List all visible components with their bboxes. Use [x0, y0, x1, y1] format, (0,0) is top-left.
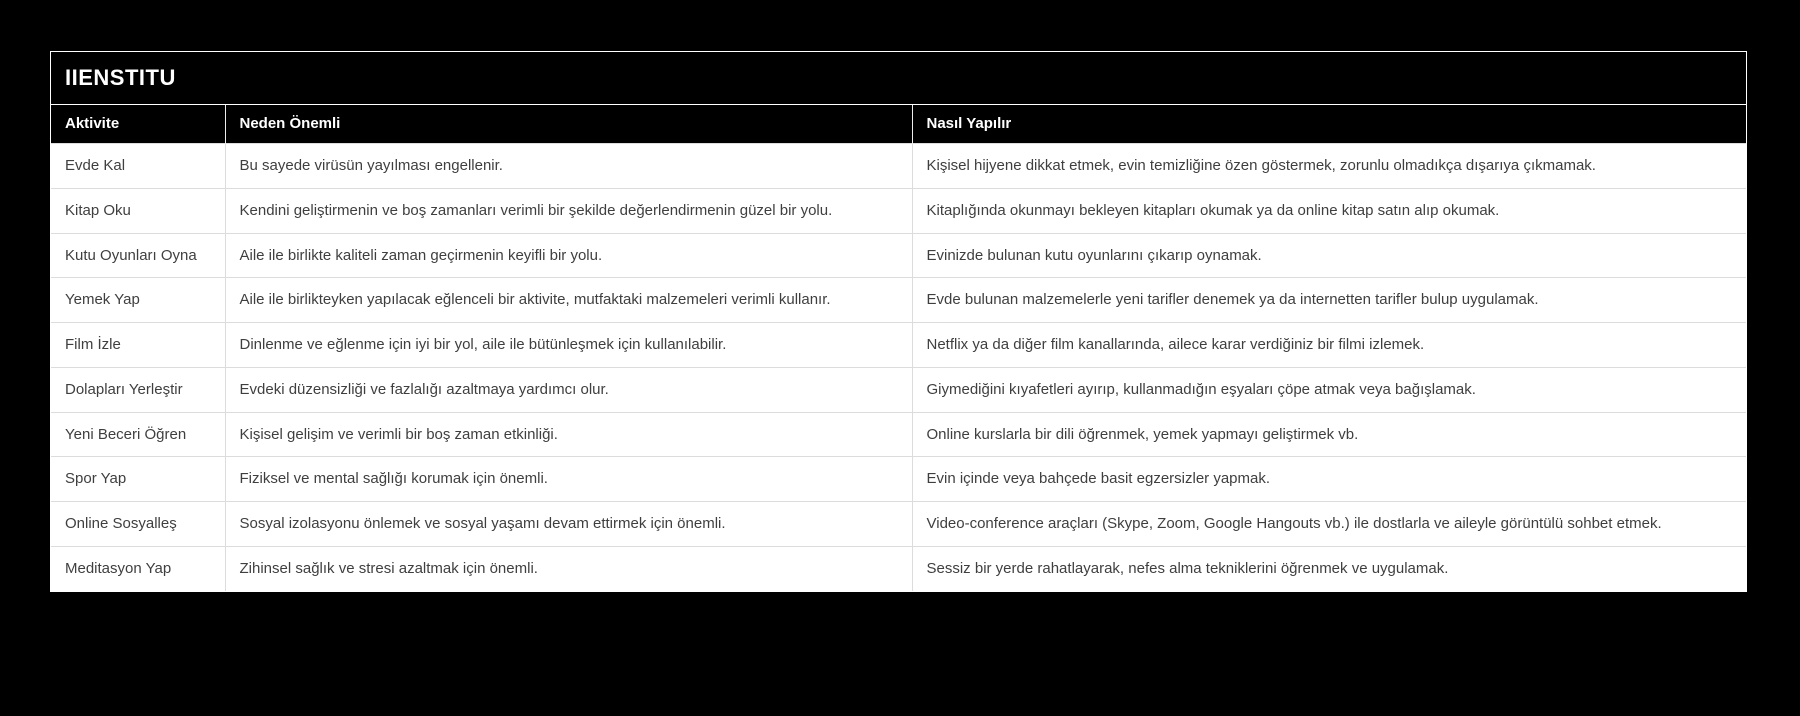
column-header-aktivite: Aktivite — [51, 105, 225, 144]
cell-activity: Kutu Oyunları Oyna — [51, 233, 225, 278]
cell-why-important: Fiziksel ve mental sağlığı korumak için önemli. — [225, 457, 912, 502]
cell-how-to: Kişisel hijyene dikkat etmek, evin temizliğine özen göstermek, zorunlu olmadıkça dışarıya çıkmamak. — [912, 144, 1746, 189]
cell-why-important: Kendini geliştirmenin ve boş zamanları verimli bir şekilde değerlendirmenin güzel bir yolu. — [225, 188, 912, 233]
cell-why-important: Zihinsel sağlık ve stresi azaltmak için önemli. — [225, 546, 912, 590]
table-row — [51, 144, 1746, 189]
cell-how-to: Sessiz bir yerde rahatlayarak, nefes alma tekniklerini öğrenmek ve uygulamak. — [912, 546, 1746, 590]
cell-activity: Evde Kal — [51, 144, 225, 189]
cell-how-to: Giymediğini kıyafetleri ayırıp, kullanmadığın eşyaları çöpe atmak veya bağışlamak. — [912, 367, 1746, 412]
cell-how-to: Evinizde bulunan kutu oyunlarını çıkarıp oynamak. — [912, 233, 1746, 278]
table-body — [51, 144, 1746, 591]
cell-activity: Meditasyon Yap — [51, 546, 225, 590]
table-title-bar — [51, 52, 1746, 105]
cell-why-important: Evdeki düzensizliği ve fazlalığı azaltmaya yardımcı olur. — [225, 367, 912, 412]
column-header-neden-onemli: Neden Önemli — [225, 105, 912, 144]
cell-why-important: Bu sayede virüsün yayılması engellenir. — [225, 144, 912, 189]
cell-activity: Yemek Yap — [51, 278, 225, 323]
cell-how-to: Netflix ya da diğer film kanallarında, ailece karar verdiğiniz bir filmi izlemek. — [912, 323, 1746, 368]
cell-activity: Kitap Oku — [51, 188, 225, 233]
column-header-nasil-yapilir: Nasıl Yapılır — [912, 105, 1746, 144]
table-row — [51, 188, 1746, 233]
cell-why-important: Sosyal izolasyonu önlemek ve sosyal yaşamı devam ettirmek için önemli. — [225, 502, 912, 547]
table-row — [51, 323, 1746, 368]
cell-activity: Film İzle — [51, 323, 225, 368]
table-row — [51, 278, 1746, 323]
table-row — [51, 412, 1746, 457]
cell-activity: Online Sosyalleş — [51, 502, 225, 547]
table-row — [51, 546, 1746, 590]
table-row — [51, 233, 1746, 278]
cell-why-important: Aile ile birlikteyken yapılacak eğlenceli bir aktivite, mutfaktaki malzemeleri verimli kullanır. — [225, 278, 912, 323]
table-title: IIENSTITU — [65, 65, 176, 90]
table-row — [51, 457, 1746, 502]
table-row — [51, 367, 1746, 412]
activities-table-container — [50, 51, 1747, 592]
cell-how-to: Online kurslarla bir dili öğrenmek, yemek yapmayı geliştirmek vb. — [912, 412, 1746, 457]
cell-activity: Yeni Beceri Öğren — [51, 412, 225, 457]
cell-how-to: Evin içinde veya bahçede basit egzersizler yapmak. — [912, 457, 1746, 502]
cell-why-important: Kişisel gelişim ve verimli bir boş zaman etkinliği. — [225, 412, 912, 457]
cell-why-important: Dinlenme ve eğlenme için iyi bir yol, aile ile bütünleşmek için kullanılabilir. — [225, 323, 912, 368]
cell-how-to: Kitaplığında okunmayı bekleyen kitapları okumak ya da online kitap satın alıp okumak. — [912, 188, 1746, 233]
table-row — [51, 502, 1746, 547]
table-header — [51, 105, 1746, 144]
cell-why-important: Aile ile birlikte kaliteli zaman geçirmenin keyifli bir yolu. — [225, 233, 912, 278]
cell-activity: Spor Yap — [51, 457, 225, 502]
header-row — [51, 105, 1746, 144]
cell-how-to: Evde bulunan malzemelerle yeni tarifler denemek ya da internetten tarifler bulup uygulamak. — [912, 278, 1746, 323]
cell-activity: Dolapları Yerleştir — [51, 367, 225, 412]
cell-how-to: Video-conference araçları (Skype, Zoom, Google Hangouts vb.) ile dostlarla ve aileyle görüntülü sohbet etmek. — [912, 502, 1746, 547]
activities-table — [51, 105, 1746, 591]
